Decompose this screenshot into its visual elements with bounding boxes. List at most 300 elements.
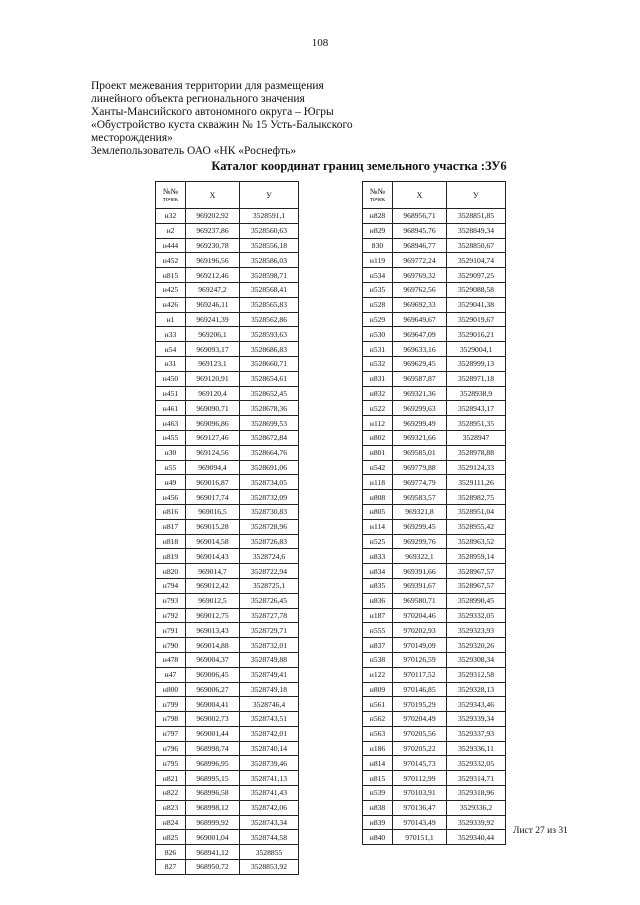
table-row xyxy=(156,386,299,401)
point-number-cell: н820 xyxy=(156,564,186,579)
table-row xyxy=(363,312,506,327)
x-coordinate-cell: 969230,78 xyxy=(186,238,240,253)
y-coordinate-cell: 3528947 xyxy=(447,430,506,445)
y-coordinate-cell: 3528855 xyxy=(240,845,299,860)
point-number-cell: 826 xyxy=(156,845,186,860)
table-body-left xyxy=(156,209,299,875)
table-row xyxy=(156,253,299,268)
x-coordinate-cell: 970117,52 xyxy=(393,667,447,682)
table-row xyxy=(156,490,299,505)
x-coordinate-cell: 970126,59 xyxy=(393,652,447,667)
y-coordinate-cell: 3528951,04 xyxy=(447,504,506,519)
x-coordinate-cell: 969004,41 xyxy=(186,697,240,712)
table-row xyxy=(156,623,299,638)
table-row xyxy=(363,297,506,312)
y-coordinate-cell: 3529339,92 xyxy=(447,815,506,830)
table-row xyxy=(363,327,506,342)
table-body-right xyxy=(363,209,506,845)
header-point-number xyxy=(156,182,186,209)
x-coordinate-cell: 969299,49 xyxy=(393,416,447,431)
table-row xyxy=(363,504,506,519)
table-row xyxy=(156,712,299,727)
x-coordinate-cell: 969120,91 xyxy=(186,371,240,386)
point-number-cell: н451 xyxy=(156,386,186,401)
point-number-cell: н114 xyxy=(363,519,393,534)
header-x: X xyxy=(186,182,240,209)
point-number-cell: н838 xyxy=(363,800,393,815)
point-number-cell: н528 xyxy=(363,297,393,312)
table-row xyxy=(156,697,299,712)
x-coordinate-cell: 969299,76 xyxy=(393,534,447,549)
table-row xyxy=(156,475,299,490)
x-coordinate-cell: 969006,45 xyxy=(186,667,240,682)
table-row xyxy=(363,268,506,283)
x-coordinate-cell: 968941,12 xyxy=(186,845,240,860)
y-coordinate-cell: 3528749,88 xyxy=(240,652,299,667)
header-line: Землепользователь ОАО «НК «Роснефть» xyxy=(91,145,297,157)
y-coordinate-cell: 3528586,03 xyxy=(240,253,299,268)
point-number-cell: н817 xyxy=(156,519,186,534)
point-number-cell: н47 xyxy=(156,667,186,682)
table-row xyxy=(156,845,299,860)
table-row xyxy=(156,445,299,460)
header-point-line1: №№ xyxy=(369,186,386,196)
table-row xyxy=(156,771,299,786)
x-coordinate-cell: 969212,46 xyxy=(186,268,240,283)
y-coordinate-cell: 3528686,83 xyxy=(240,342,299,357)
x-coordinate-cell: 969580,71 xyxy=(393,593,447,608)
x-coordinate-cell: 969206,1 xyxy=(186,327,240,342)
y-coordinate-cell: 3528598,71 xyxy=(240,268,299,283)
point-number-cell: н452 xyxy=(156,253,186,268)
table-row xyxy=(363,342,506,357)
point-number-cell: н478 xyxy=(156,652,186,667)
x-coordinate-cell: 969587,87 xyxy=(393,371,447,386)
table-row xyxy=(363,667,506,682)
table-row xyxy=(156,860,299,875)
table-row xyxy=(363,741,506,756)
y-coordinate-cell: 3528565,83 xyxy=(240,297,299,312)
header-point-line1: №№ xyxy=(162,186,179,196)
point-number-cell: н456 xyxy=(156,490,186,505)
table-row xyxy=(363,445,506,460)
point-number-cell: н1 xyxy=(156,312,186,327)
y-coordinate-cell: 3529318,96 xyxy=(447,786,506,801)
y-coordinate-cell: 3528740,14 xyxy=(240,741,299,756)
y-coordinate-cell: 3528729,71 xyxy=(240,623,299,638)
x-coordinate-cell: 968998,74 xyxy=(186,741,240,756)
y-coordinate-cell: 3528568,41 xyxy=(240,282,299,297)
point-number-cell: н425 xyxy=(156,282,186,297)
point-number-cell: н814 xyxy=(363,756,393,771)
y-coordinate-cell: 3528560,63 xyxy=(240,223,299,238)
header-y: У xyxy=(240,182,299,209)
header-line: месторождения» xyxy=(91,132,173,144)
point-number-cell: н30 xyxy=(156,445,186,460)
y-coordinate-cell: 3528743,51 xyxy=(240,712,299,727)
point-number-cell: н834 xyxy=(363,564,393,579)
x-coordinate-cell: 969202,92 xyxy=(186,209,240,224)
point-number-cell: н815 xyxy=(156,268,186,283)
x-coordinate-cell: 969014,58 xyxy=(186,534,240,549)
table-row xyxy=(363,786,506,801)
y-coordinate-cell: 3528654,61 xyxy=(240,371,299,386)
table-row xyxy=(156,652,299,667)
header-point-line2: точек xyxy=(369,195,386,203)
table-row xyxy=(363,209,506,224)
x-coordinate-cell: 969647,09 xyxy=(393,327,447,342)
document-header xyxy=(91,80,451,158)
y-coordinate-cell: 3529124,33 xyxy=(447,460,506,475)
y-coordinate-cell: 3529312,58 xyxy=(447,667,506,682)
x-coordinate-cell: 970204,49 xyxy=(393,712,447,727)
y-coordinate-cell: 3528660,71 xyxy=(240,356,299,371)
point-number-cell: н835 xyxy=(363,578,393,593)
y-coordinate-cell: 3528593,63 xyxy=(240,327,299,342)
y-coordinate-cell: 3528963,52 xyxy=(447,534,506,549)
x-coordinate-cell: 969090,71 xyxy=(186,401,240,416)
x-coordinate-cell: 970205,22 xyxy=(393,741,447,756)
table-row xyxy=(156,460,299,475)
table-row xyxy=(363,608,506,623)
point-number-cell: н55 xyxy=(156,460,186,475)
point-number-cell: н32 xyxy=(156,209,186,224)
x-coordinate-cell: 968950,72 xyxy=(186,860,240,875)
x-coordinate-cell: 968996,95 xyxy=(186,756,240,771)
point-number-cell: н522 xyxy=(363,401,393,416)
point-number-cell: н31 xyxy=(156,356,186,371)
y-coordinate-cell: 3528742,06 xyxy=(240,800,299,815)
y-coordinate-cell: 3528732,01 xyxy=(240,638,299,653)
x-coordinate-cell: 969004,37 xyxy=(186,652,240,667)
x-coordinate-cell: 969120,4 xyxy=(186,386,240,401)
x-coordinate-cell: 969583,57 xyxy=(393,490,447,505)
y-coordinate-cell: 3528955,42 xyxy=(447,519,506,534)
header-line: Проект межевания территории для размещения xyxy=(91,80,324,92)
point-number-cell: н563 xyxy=(363,726,393,741)
point-number-cell: н562 xyxy=(363,712,393,727)
table-row xyxy=(363,519,506,534)
x-coordinate-cell: 970205,56 xyxy=(393,726,447,741)
x-coordinate-cell: 969016,5 xyxy=(186,504,240,519)
x-coordinate-cell: 970146,85 xyxy=(393,682,447,697)
point-number-cell: н832 xyxy=(363,386,393,401)
y-coordinate-cell: 3529308,34 xyxy=(447,652,506,667)
table-row xyxy=(363,475,506,490)
table-row xyxy=(156,356,299,371)
y-coordinate-cell: 3528743,34 xyxy=(240,815,299,830)
point-number-cell: н530 xyxy=(363,327,393,342)
y-coordinate-cell: 3528749,41 xyxy=(240,667,299,682)
table-row xyxy=(363,253,506,268)
x-coordinate-cell: 968999,92 xyxy=(186,815,240,830)
table-row xyxy=(156,312,299,327)
y-coordinate-cell: 3528732,09 xyxy=(240,490,299,505)
x-coordinate-cell: 969001,04 xyxy=(186,830,240,845)
x-coordinate-cell: 969015,28 xyxy=(186,519,240,534)
point-number-cell: н823 xyxy=(156,800,186,815)
point-number-cell: н833 xyxy=(363,549,393,564)
table-row xyxy=(363,697,506,712)
point-number-cell: н555 xyxy=(363,623,393,638)
point-number-cell: н529 xyxy=(363,312,393,327)
y-coordinate-cell: 3528851,85 xyxy=(447,209,506,224)
x-coordinate-cell: 970204,46 xyxy=(393,608,447,623)
page-number: 108 xyxy=(311,37,329,49)
table-row xyxy=(156,593,299,608)
y-coordinate-cell: 3528741,13 xyxy=(240,771,299,786)
coordinates-table-left xyxy=(155,181,299,875)
x-coordinate-cell: 969299,63 xyxy=(393,401,447,416)
point-number-cell: н119 xyxy=(363,253,393,268)
y-coordinate-cell: 3528728,96 xyxy=(240,519,299,534)
y-coordinate-cell: 3528726,45 xyxy=(240,593,299,608)
table-row xyxy=(156,297,299,312)
y-coordinate-cell: 3529320,26 xyxy=(447,638,506,653)
table-row xyxy=(156,564,299,579)
x-coordinate-cell: 969299,45 xyxy=(393,519,447,534)
x-coordinate-cell: 969012,5 xyxy=(186,593,240,608)
table-row xyxy=(156,416,299,431)
x-coordinate-cell: 969247,2 xyxy=(186,282,240,297)
x-coordinate-cell: 969772,24 xyxy=(393,253,447,268)
table-row xyxy=(156,786,299,801)
table-row xyxy=(363,652,506,667)
x-coordinate-cell: 969774,79 xyxy=(393,475,447,490)
y-coordinate-cell: 3528971,18 xyxy=(447,371,506,386)
x-coordinate-cell: 969391,67 xyxy=(393,578,447,593)
point-number-cell: н815 xyxy=(363,771,393,786)
table-row xyxy=(363,578,506,593)
point-number-cell: н829 xyxy=(363,223,393,238)
x-coordinate-cell: 969629,45 xyxy=(393,356,447,371)
point-number-cell: н535 xyxy=(363,282,393,297)
table-row xyxy=(363,593,506,608)
y-coordinate-cell: 3529339,34 xyxy=(447,712,506,727)
point-number-cell: н463 xyxy=(156,416,186,431)
table-row xyxy=(363,460,506,475)
y-coordinate-cell: 3529336,11 xyxy=(447,741,506,756)
y-coordinate-cell: 3528591,1 xyxy=(240,209,299,224)
x-coordinate-cell: 969014,88 xyxy=(186,638,240,653)
table-row xyxy=(363,416,506,431)
table-row xyxy=(156,342,299,357)
header-y: У xyxy=(447,182,506,209)
table-row xyxy=(156,549,299,564)
point-number-cell: н2 xyxy=(156,223,186,238)
x-coordinate-cell: 970145,73 xyxy=(393,756,447,771)
coordinates-table-right xyxy=(362,181,506,845)
point-number-cell: н801 xyxy=(363,445,393,460)
x-coordinate-cell: 969002,73 xyxy=(186,712,240,727)
table-row xyxy=(363,238,506,253)
header-point-number xyxy=(363,182,393,209)
table-row xyxy=(156,741,299,756)
x-coordinate-cell: 969633,16 xyxy=(393,342,447,357)
table-row xyxy=(156,726,299,741)
header-line: Ханты-Мансийского автономного округа – Югры xyxy=(91,106,334,118)
y-coordinate-cell: 3529088,58 xyxy=(447,282,506,297)
x-coordinate-cell: 969322,1 xyxy=(393,549,447,564)
table-row xyxy=(363,800,506,815)
y-coordinate-cell: 3528938,9 xyxy=(447,386,506,401)
table-row xyxy=(156,682,299,697)
point-number-cell: н828 xyxy=(363,209,393,224)
point-number-cell: н819 xyxy=(156,549,186,564)
point-number-cell: н538 xyxy=(363,652,393,667)
point-number-cell: н797 xyxy=(156,726,186,741)
header-x: X xyxy=(393,182,447,209)
y-coordinate-cell: 3528999,13 xyxy=(447,356,506,371)
y-coordinate-cell: 3528741,43 xyxy=(240,786,299,801)
table-row xyxy=(363,771,506,786)
table-row xyxy=(363,371,506,386)
y-coordinate-cell: 3528691,06 xyxy=(240,460,299,475)
y-coordinate-cell: 3529041,38 xyxy=(447,297,506,312)
y-coordinate-cell: 3528943,17 xyxy=(447,401,506,416)
table-row xyxy=(156,371,299,386)
y-coordinate-cell: 3528734,05 xyxy=(240,475,299,490)
table-row xyxy=(363,726,506,741)
table-row xyxy=(156,504,299,519)
y-coordinate-cell: 3528730,83 xyxy=(240,504,299,519)
x-coordinate-cell: 969585,01 xyxy=(393,445,447,460)
x-coordinate-cell: 970149,09 xyxy=(393,638,447,653)
x-coordinate-cell: 969016,87 xyxy=(186,475,240,490)
y-coordinate-cell: 3529340,44 xyxy=(447,830,506,845)
y-coordinate-cell: 3529097,25 xyxy=(447,268,506,283)
table-row xyxy=(156,238,299,253)
point-number-cell: н33 xyxy=(156,327,186,342)
table-row xyxy=(363,386,506,401)
y-coordinate-cell: 3529323,93 xyxy=(447,623,506,638)
table-row xyxy=(156,430,299,445)
x-coordinate-cell: 969012,42 xyxy=(186,578,240,593)
y-coordinate-cell: 3528672,84 xyxy=(240,430,299,445)
y-coordinate-cell: 3529337,93 xyxy=(447,726,506,741)
point-number-cell: н54 xyxy=(156,342,186,357)
y-coordinate-cell: 3528739,46 xyxy=(240,756,299,771)
y-coordinate-cell: 3528982,75 xyxy=(447,490,506,505)
table-row xyxy=(363,712,506,727)
x-coordinate-cell: 969012,75 xyxy=(186,608,240,623)
table-row xyxy=(156,519,299,534)
x-coordinate-cell: 969779,88 xyxy=(393,460,447,475)
y-coordinate-cell: 3529016,21 xyxy=(447,327,506,342)
y-coordinate-cell: 3529314,71 xyxy=(447,771,506,786)
x-coordinate-cell: 969237,86 xyxy=(186,223,240,238)
table-row xyxy=(363,682,506,697)
point-number-cell: н561 xyxy=(363,697,393,712)
x-coordinate-cell: 969649,67 xyxy=(393,312,447,327)
point-number-cell: н792 xyxy=(156,608,186,623)
point-number-cell: н187 xyxy=(363,608,393,623)
point-number-cell: н49 xyxy=(156,475,186,490)
table-row xyxy=(156,815,299,830)
y-coordinate-cell: 3528990,45 xyxy=(447,593,506,608)
x-coordinate-cell: 969093,17 xyxy=(186,342,240,357)
y-coordinate-cell: 3529332,05 xyxy=(447,608,506,623)
x-coordinate-cell: 969127,46 xyxy=(186,430,240,445)
x-coordinate-cell: 969014,43 xyxy=(186,549,240,564)
point-number-cell: н822 xyxy=(156,786,186,801)
header-point-line2: точек xyxy=(162,195,179,203)
point-number-cell: н824 xyxy=(156,815,186,830)
point-number-cell: н525 xyxy=(363,534,393,549)
y-coordinate-cell: 3528724,6 xyxy=(240,549,299,564)
table-row xyxy=(156,282,299,297)
point-number-cell: н790 xyxy=(156,638,186,653)
point-number-cell: н839 xyxy=(363,815,393,830)
table-row xyxy=(156,327,299,342)
x-coordinate-cell: 969241,39 xyxy=(186,312,240,327)
x-coordinate-cell: 969124,56 xyxy=(186,445,240,460)
x-coordinate-cell: 970143,49 xyxy=(393,815,447,830)
point-number-cell: н816 xyxy=(156,504,186,519)
x-coordinate-cell: 969246,11 xyxy=(186,297,240,312)
y-coordinate-cell: 3528725,1 xyxy=(240,578,299,593)
x-coordinate-cell: 970202,93 xyxy=(393,623,447,638)
point-number-cell: н444 xyxy=(156,238,186,253)
point-number-cell: н802 xyxy=(363,430,393,445)
point-number-cell: н426 xyxy=(156,297,186,312)
catalog-title: Каталог координат границ земельного участка :ЗУ6 xyxy=(211,159,507,173)
point-number-cell: н836 xyxy=(363,593,393,608)
x-coordinate-cell: 969001,44 xyxy=(186,726,240,741)
y-coordinate-cell: 3528959,14 xyxy=(447,549,506,564)
table-row xyxy=(156,268,299,283)
point-number-cell: н831 xyxy=(363,371,393,386)
x-coordinate-cell: 968945,76 xyxy=(393,223,447,238)
table-row xyxy=(156,401,299,416)
point-number-cell: н825 xyxy=(156,830,186,845)
x-coordinate-cell: 969321,66 xyxy=(393,430,447,445)
point-number-cell: 827 xyxy=(156,860,186,875)
y-coordinate-cell: 3529332,05 xyxy=(447,756,506,771)
y-coordinate-cell: 3529328,13 xyxy=(447,682,506,697)
point-number-cell: н118 xyxy=(363,475,393,490)
y-coordinate-cell: 3528562,86 xyxy=(240,312,299,327)
x-coordinate-cell: 969321,8 xyxy=(393,504,447,519)
point-number-cell: н532 xyxy=(363,356,393,371)
x-coordinate-cell: 968956,71 xyxy=(393,209,447,224)
x-coordinate-cell: 969321,36 xyxy=(393,386,447,401)
table-row xyxy=(156,830,299,845)
point-number-cell: н542 xyxy=(363,460,393,475)
y-coordinate-cell: 3528722,94 xyxy=(240,564,299,579)
table-row xyxy=(156,534,299,549)
y-coordinate-cell: 3528664,76 xyxy=(240,445,299,460)
y-coordinate-cell: 3528678,36 xyxy=(240,401,299,416)
table-row xyxy=(156,608,299,623)
x-coordinate-cell: 969006,27 xyxy=(186,682,240,697)
x-coordinate-cell: 970103,91 xyxy=(393,786,447,801)
table-row xyxy=(156,209,299,224)
point-number-cell: н837 xyxy=(363,638,393,653)
y-coordinate-cell: 3528967,57 xyxy=(447,578,506,593)
y-coordinate-cell: 3528853,92 xyxy=(240,860,299,875)
x-coordinate-cell: 969123,1 xyxy=(186,356,240,371)
y-coordinate-cell: 3528726,83 xyxy=(240,534,299,549)
y-coordinate-cell: 3528951,35 xyxy=(447,416,506,431)
table-row xyxy=(363,623,506,638)
y-coordinate-cell: 3528967,57 xyxy=(447,564,506,579)
x-coordinate-cell: 968995,15 xyxy=(186,771,240,786)
point-number-cell: н808 xyxy=(363,490,393,505)
header-line: линейного объекта регионального значения xyxy=(91,93,305,105)
point-number-cell: н818 xyxy=(156,534,186,549)
point-number-cell: н795 xyxy=(156,756,186,771)
